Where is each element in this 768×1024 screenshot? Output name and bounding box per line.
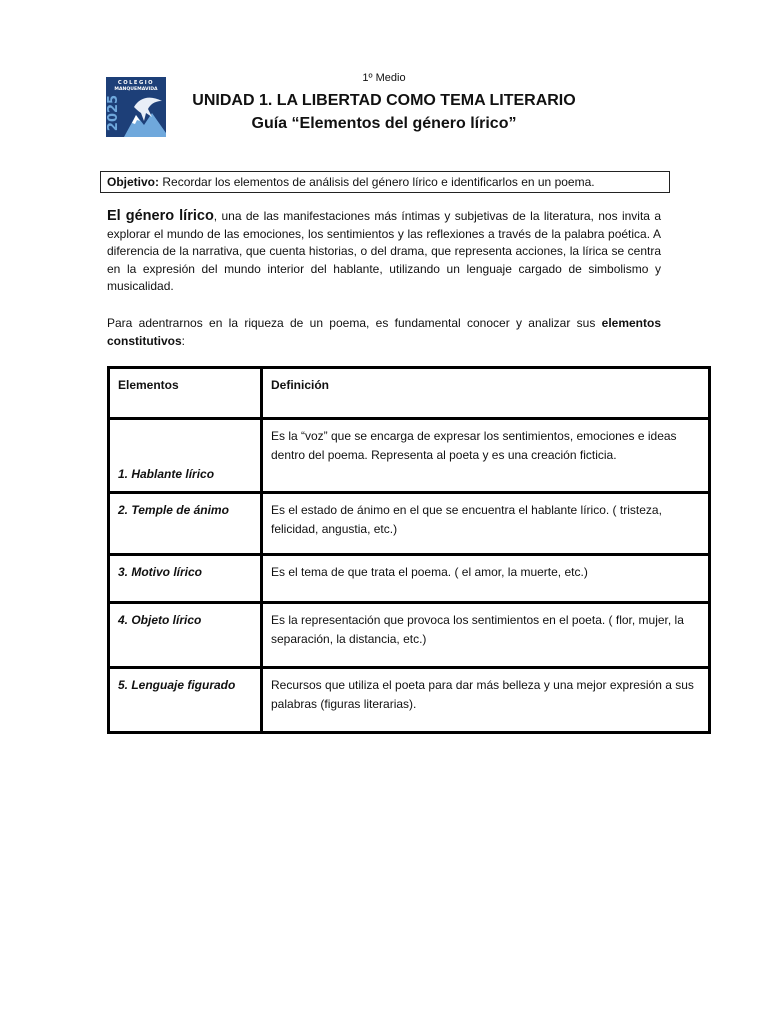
grade-label: 1º Medio [362, 72, 406, 84]
elements-intro-bold: elementos constitutivos [107, 316, 661, 348]
objective-box [100, 171, 670, 193]
element-name: 4. Objeto lírico [109, 603, 262, 668]
elements-intro-paragraph [107, 315, 661, 350]
intro-lead: El género lírico [107, 208, 214, 224]
table-row [109, 668, 710, 733]
element-definition: Es el tema de que trata el poema. ( el amor, la muerte, etc.) [262, 555, 710, 603]
table-row [109, 603, 710, 668]
objective-text: Recordar los elementos de análisis del género lírico e identificarlos en un poema. [159, 175, 595, 189]
element-definition: Es la representación que provoca los sentimientos en el poeta. ( flor, mujer, la separación, la distancia, etc.) [262, 603, 710, 668]
table-row [109, 555, 710, 603]
elements-intro-end: : [181, 333, 186, 348]
objective-label: Objetivo: [107, 175, 160, 189]
element-definition: Es la “voz” que se encarga de expresar los sentimientos, emociones e ideas dentro del poema. Representa al poeta y es una creación ficticia. [262, 419, 710, 493]
intro-text: , una de las manifestaciones más íntimas y subjetivas de la literatura, nos invita a explorar el mundo de las emociones, los sentimientos y las reflexiones a través de la palabra poética. A diferencia de la narrativa, que cuenta historias, o del drama, que representa acciones, la lírica se centra en la expresión del mundo interior del hablante, utilizando un lenguaje cargado de simbolismo y musicalidad. [107, 209, 661, 294]
element-definition: Recursos que utiliza el poeta para dar más belleza y una mejor expresión a sus palabras (figuras literarias). [262, 668, 710, 733]
table-row [109, 493, 710, 555]
elements-intro-text: Para adentrarnos en la riqueza de un poema, es fundamental conocer y analizar sus [107, 316, 602, 330]
element-name: 5. Lenguaje figurado [109, 668, 262, 733]
logo-text-name: MANQUEMAVIDA [114, 87, 158, 92]
element-name: 2. Temple de ánimo [109, 493, 262, 555]
element-name: 1. Hablante lírico [109, 419, 262, 493]
elements-table [107, 366, 711, 734]
logo-year: 2025 [106, 94, 121, 132]
element-name: 3. Motivo lírico [109, 555, 262, 603]
table-row [109, 419, 710, 493]
logo-text-top: COLEGIO [117, 80, 155, 86]
page-subtitle: Guía “Elementos del género lírico” [251, 115, 517, 132]
element-definition: Es el estado de ánimo en el que se encuentra el hablante lírico. ( tristeza, felicidad, angustia, etc.) [262, 493, 710, 555]
header-elements: Elementos [109, 368, 262, 419]
header-definition: Definición [262, 368, 710, 419]
table-header-row [109, 368, 710, 419]
intro-paragraph [107, 208, 661, 296]
page-title: UNIDAD 1. LA LIBERTAD COMO TEMA LITERARIO [192, 92, 576, 109]
